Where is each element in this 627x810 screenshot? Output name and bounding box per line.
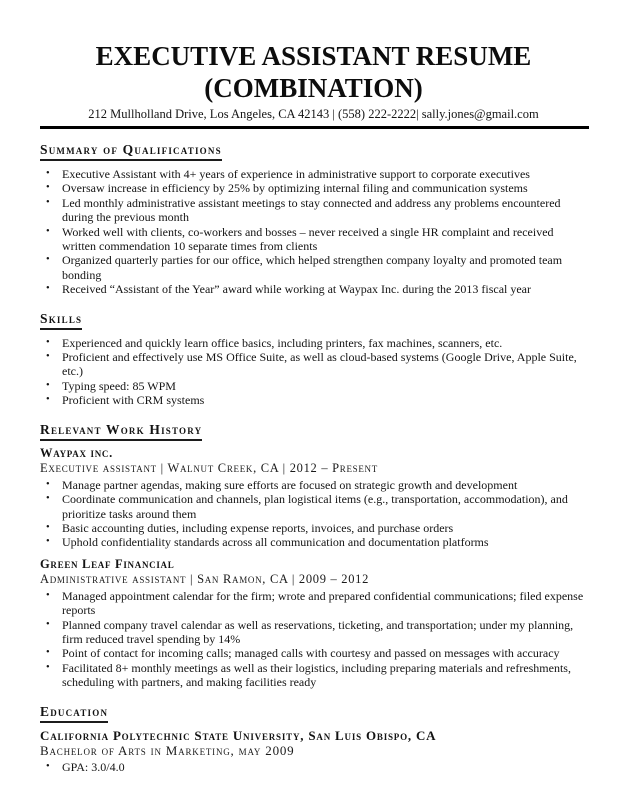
job-duties-list (40, 589, 590, 690)
summary-list (40, 167, 590, 297)
bullet-text: Proficient with CRM systems (62, 393, 205, 408)
bullet-text: Typing speed: 85 WPM (62, 378, 176, 393)
bullet-text: Facilitated 8+ monthly meetings as well as their logistics, including preparing materials and refreshments, scheduling with partners, and making facilities ready (62, 660, 571, 690)
section-heading-education: Education (40, 703, 108, 723)
bullet-text: Manage partner agendas, making sure efforts are focused on strategic growth and development (62, 477, 518, 492)
section-summary (40, 129, 590, 297)
bullet-text: Uphold confidentiality standards across all communication and documentation platforms (62, 535, 489, 550)
degree-line: Bachelor of Arts in Marketing, may 2009 (40, 742, 295, 758)
resume-title: EXECUTIVE ASSISTANT RESUME (COMBINATION) (95, 41, 532, 103)
bullet-text: Coordinate communication and channels, plan logistical items (e.g., transportation, accommodation), and prioritize tasks around them (62, 492, 568, 521)
bullet-icon: • (46, 493, 50, 505)
list-item (40, 253, 590, 282)
section-heading-skills: Skills (40, 310, 82, 330)
bullet-text: Proficient and effectively use MS Office Suite, as well as cloud-based systems (Google Drive, Apple Suite, etc.) (62, 350, 577, 379)
list-item (40, 535, 590, 549)
job-title-location-dates: Administrative assistant | San Ramon, CA | 2009 – 2012 (40, 571, 370, 586)
bullet-icon: • (46, 394, 50, 406)
bullet-icon: • (46, 351, 50, 363)
bullet-text: Received “Assistant of the Year” award while working at Waypax Inc. during the 2013 fiscal year (62, 282, 532, 297)
job-entry-waypax (40, 446, 590, 550)
section-skills (40, 297, 590, 408)
job-title-location-dates: Executive assistant | Walnut Creek, CA | 2012 – Present (40, 460, 378, 475)
list-item (40, 618, 590, 647)
list-item (40, 181, 590, 195)
bullet-text: Led monthly administrative assistant meetings to stay connected and address any problems encountered during the previous month (62, 195, 561, 225)
bullet-text: Planned company travel calendar as well as reservations, ticketing, and transportation; under my planning, firm reduced travel spending by 14% (62, 617, 574, 646)
list-item (40, 589, 590, 618)
list-item (40, 282, 590, 296)
contact-line: 212 Mullholland Drive, Los Angeles, CA 42143 | (558) 222-2222| sally.jones@gmail.com (88, 107, 539, 121)
bullet-text: Basic accounting duties, including expense reports, invoices, and purchase orders (62, 520, 454, 535)
bullet-icon: • (46, 379, 50, 391)
list-item (40, 521, 590, 535)
bullet-text: Worked well with clients, co-workers and bosses – never received a single HR complaint and received written commendation 10 separate times from clients (62, 224, 554, 254)
bullet-icon: • (46, 760, 50, 772)
bullet-text: Oversaw increase in efficiency by 25% by optimizing internal filing and communication systems (62, 181, 528, 196)
bullet-icon: • (46, 283, 50, 295)
bullet-icon: • (46, 661, 50, 673)
bullet-icon: • (46, 225, 50, 237)
bullet-icon: • (46, 336, 50, 348)
list-item (40, 646, 590, 660)
job-duties-list (40, 478, 590, 550)
bullet-icon: • (46, 536, 50, 548)
job-entry-green-leaf (40, 557, 590, 690)
bullet-icon: • (46, 254, 50, 266)
school-name: California Polytechnic State University, San Luis Obispo, CA (40, 727, 437, 743)
list-item (40, 492, 590, 521)
list-item (40, 661, 590, 690)
section-work-history (40, 408, 590, 690)
bullet-icon: • (46, 196, 50, 208)
resume-header (0, 0, 627, 129)
bullet-text: Point of contact for incoming calls; managed calls with courtesy and passed on messages with accuracy (62, 646, 560, 661)
bullet-icon: • (46, 478, 50, 490)
list-item (40, 478, 590, 492)
skills-list (40, 336, 590, 408)
bullet-text: Managed appointment calendar for the firm; wrote and prepared confidential communications; filed expense reports (62, 588, 584, 618)
list-item (40, 760, 590, 774)
resume-body (0, 129, 627, 774)
list-item (40, 393, 590, 407)
section-heading-work-history: Relevant Work History (40, 421, 202, 441)
bullet-text: Executive Assistant with 4+ years of experience in administrative support to corporate executives (62, 167, 530, 181)
list-item (40, 167, 590, 181)
bullet-text: GPA: 3.0/4.0 (62, 759, 125, 774)
list-item (40, 350, 590, 379)
bullet-icon: • (46, 589, 50, 601)
list-item (40, 379, 590, 393)
education-list (40, 760, 590, 774)
company-name: Waypax inc. (40, 445, 113, 460)
bullet-text: Experienced and quickly learn office basics, including printers, fax machines, scanners, etc. (62, 335, 503, 350)
list-item (40, 336, 590, 350)
section-education (40, 690, 590, 774)
bullet-icon: • (46, 647, 50, 659)
bullet-icon: • (46, 618, 50, 630)
list-item (40, 196, 590, 225)
list-item (40, 225, 590, 254)
section-heading-summary: Summary of Qualifications (40, 141, 222, 161)
company-name: Green Leaf Financial (40, 556, 175, 571)
bullet-text: Organized quarterly parties for our office, which helped strengthen company loyalty and promoted team bonding (62, 253, 563, 282)
bullet-icon: • (46, 182, 50, 194)
bullet-icon: • (46, 168, 50, 179)
bullet-icon: • (46, 521, 50, 533)
